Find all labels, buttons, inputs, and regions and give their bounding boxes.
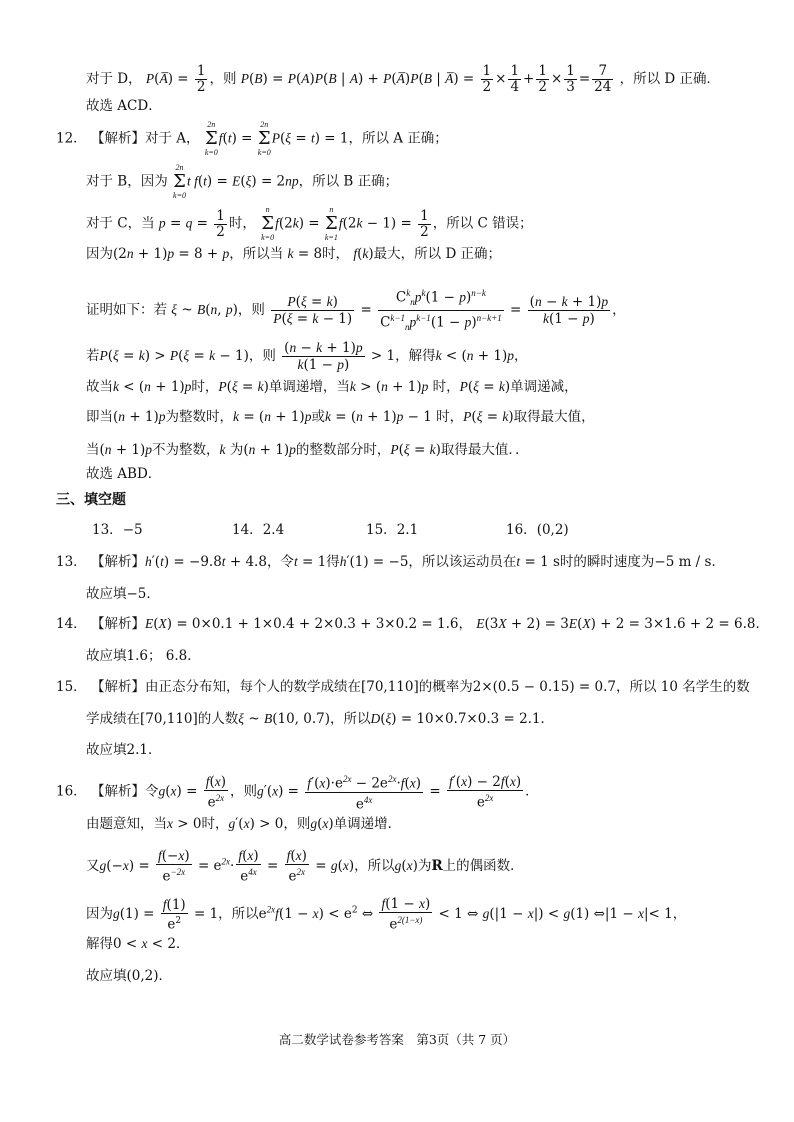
q12-nonint-line: 当(n + 1)p不为整数，k 为(n + 1)p的整数部分时，P(ξ = k)取得最大值．．	[86, 442, 529, 458]
q12-if-then: ，则	[248, 348, 276, 364]
q12-mono-1: 故当	[86, 379, 113, 395]
q12-if-lead: 若	[86, 348, 100, 364]
q16-line4-a: 因为	[86, 905, 113, 922]
q15-t6: ，所以	[329, 711, 371, 727]
q15-t5: 的人数	[197, 711, 239, 727]
answer-value: (0,2)	[536, 522, 569, 538]
q13-line: 13． 【解析】h′(t) = −9.8t + 4.8，令t = 1得h′(1) = −5，所以该运动员在t = 1 s时的瞬时速度为−5 m / s．	[56, 554, 725, 570]
q12-a-lead: 对于 A，	[144, 130, 200, 147]
q15-tag: 【解析】	[90, 679, 145, 695]
answer-value: −5	[122, 522, 143, 538]
q12-d-lead: 因为	[86, 246, 113, 262]
q12-mono-2: 时，	[191, 379, 219, 395]
q16-conclusion-text: 故应填	[86, 968, 127, 984]
q14-number: 14．	[56, 616, 87, 632]
q15-t2: 的概率为	[418, 679, 473, 695]
answer-15	[366, 520, 418, 540]
q16-line3-a: 又	[86, 857, 100, 874]
page-footer: 高二数学试卷参考答案 第3页（共 7 页）	[278, 1032, 516, 1047]
q12-int-line: 即当(n + 1)p为整数时，k = (n + 1)p或k = (n + 1)p − 1 时，P(ξ = k)取得最大值，	[86, 409, 595, 425]
q16-line-5: 解得0 < x < 2．	[86, 936, 190, 952]
q12-mono-3: 单调递增，当	[268, 379, 350, 395]
q12-c-line: 对于 C，当 p = q = $\frac{1}{2}$ 时， n Σ k=0 f(2k) = n Σ k=1 f(2k − 1) = $\frac{1}{2}$ ，所以 C 错误；	[86, 205, 533, 242]
q16-line-4: 因为g(1) = $\frac{f(1)}{e^2}$ = 1，所以$e^{2x}f(1 - x) < e^2$ ⇔ $\frac{f(1 - x)}{e^{2(1-x)}}$ < 1 ⇔ g(|1 − x|) < g(1) ⇔|1 − x|< 1，	[86, 896, 687, 933]
q12-nonint-3: 为	[229, 442, 244, 458]
answer-14	[232, 520, 284, 540]
q16-line3-c: 为	[417, 857, 432, 874]
q15-t3: ，所以 10 名学生的数	[616, 679, 750, 695]
q16-line4-b: ，所以	[218, 905, 259, 922]
q11-conclusion: 故选 ACD．	[86, 98, 162, 114]
q16-line2-b: 时，	[201, 816, 229, 832]
q12-mono-line: 故当k < (n + 1)p时，P(ξ = k)单调递增，当k > (n + 1)p 时，P(ξ = k)单调递减，	[86, 379, 578, 395]
q14-line: 14． 【解析】E(X) = 0×0.1 + 1×0.4 + 2×0.3 + 3×0.2 = 1.6， E(3X + 2) = 3E(X) + 2 = 3×1.6 + 2 = 6.8．	[56, 616, 769, 632]
q12-int-3: 或	[311, 409, 325, 425]
q11-d-tail: ，所以 D 正确．	[619, 71, 721, 87]
q12-d-line: 因为(2n + 1)p = 8 + p，所以当 k = 8时， f(k)最大，所以 D 正确；	[86, 246, 502, 262]
q16-line3-b: ，所以	[354, 857, 395, 874]
q12-a-tail: ，所以 A 正确；	[348, 130, 448, 147]
q12-proof-then: ，则	[237, 302, 265, 319]
q12-a-line: 12． 【解析】对于 A， 2n Σ k=0 f(t) = 2n Σ k=0 P(ξ = t) = 1，所以 A 正确；	[56, 120, 448, 157]
q16-line2-d: 单调递增．	[333, 816, 402, 832]
q13-t3: ，所以该运动员在	[408, 554, 517, 570]
answer-number: 15．	[366, 522, 397, 538]
q12-conclusion: 故选 ABD．	[86, 466, 162, 482]
q12-d-tail: 最大，所以 D 正确；	[373, 246, 502, 262]
answer-13	[92, 520, 143, 540]
answer-number: 16．	[506, 522, 537, 538]
q12-number: 12．	[56, 130, 87, 147]
q16-t1: 令	[144, 783, 159, 800]
q12-int-1: 即当	[86, 409, 113, 425]
q16-line-2: 由题意知，当x > 0时，g′(x) > 0，则g(x)单调递增．	[86, 816, 402, 832]
q15-line-1: 15． 【解析】由正态分布知，每个人的数学成绩在[70,110]的概率为2×(0.5 − 0.15) = 0.7，所以 10 名学生的数	[56, 679, 750, 695]
q14-conclusion: 故应填1.6； 6.8．	[86, 648, 201, 664]
q12-c-lead: 对于 C，当	[86, 215, 155, 232]
q11-d-lead: 对于 D，	[86, 71, 142, 87]
q12-if-line: 若P(ξ = k) > P(ξ = k − 1)，则 $\frac{(n - k + 1)p}{k(1 - p)}$ > 1，解得k < (n + 1)p，	[86, 340, 528, 373]
q12-c-tail: ，所以 C 错误；	[432, 215, 533, 232]
q12-tag: 【解析】	[90, 130, 145, 147]
q12-d-mid2: 时，	[322, 246, 350, 262]
q12-b-tail: ，所以 B 正确；	[298, 173, 399, 190]
q12-b-lead: 对于 B，因为	[86, 173, 168, 190]
q15-number: 15．	[56, 679, 87, 695]
q12-nonint-4: 的整数部分时，	[295, 442, 391, 458]
q12-nonint-1: 当	[86, 442, 100, 458]
q13-tag: 【解析】	[90, 554, 145, 570]
q12-mono-4: 单调递减，	[510, 379, 578, 395]
q16-line5: 解得	[86, 936, 113, 952]
q15-line-2: 学成绩在[70,110]的人数ξ ~ B(10, 0.7)，所以D(ξ) = 10×0.7×0.3 = 2.1．	[86, 711, 555, 727]
q12-d-mid: ，所以当	[229, 246, 284, 262]
q13-t4: 时的瞬时速度为	[559, 554, 655, 570]
q16-line2-a: 由题意知，当	[86, 816, 167, 832]
q13-t2: 得	[326, 554, 340, 570]
answer-number: 13．	[92, 522, 123, 538]
q15-conclusion: 故应填2.1．	[86, 742, 162, 758]
q16-number: 16．	[56, 783, 87, 800]
q12-nonint-5: 取得最大值．．	[440, 442, 529, 458]
q12-b-line: 对于 B，因为 2n Σ k=0 t f(t) = E(ξ) = 2np，所以 B 正确；	[86, 163, 399, 200]
q16-conclusion-value: (0,2)	[126, 968, 159, 984]
q12-if-solve: ，解得	[395, 348, 436, 364]
q16-line3-d: 上的偶函数．	[442, 857, 524, 874]
q16-line2-c: ，则	[283, 816, 311, 832]
q16-tag: 【解析】	[90, 783, 145, 800]
answer-value: 2.4	[262, 522, 285, 538]
answer-16	[506, 520, 569, 540]
q13-t1: ，令	[266, 554, 294, 570]
q12-int-2: 为整数时，	[165, 409, 234, 425]
q16-conclusion: 故应填(0,2)．	[86, 968, 173, 984]
q11-d-line: 对于 D， P(A̅) = $\frac{1}{2}$ ，则 P(B) = P(A)P(B | A) + P(A̅)P(B | A̅) = $\frac{1}{2}$ × $\frac{1}{4}$ + $\frac{1}{2}$ × $\frac{1}{3}$ = $\frac{7}{24}$ ，所以 D 正确．	[86, 63, 721, 95]
q14-tag: 【解析】	[90, 616, 145, 632]
q13-conclusion: 故应填−5．	[86, 586, 160, 602]
q13-number: 13．	[56, 554, 87, 570]
q16-line-3: 又g(−x) = $\frac{f(-x)}{e^{-2x}}$ = $e^{2x}\cdot$ $\frac{f(x)}{e^{4x}}$ = $\frac{f(x)}{e^{2x}}$ = g(x)，所以g(x)为R上的偶函数．	[86, 848, 524, 885]
q12-c-when: 时，	[228, 215, 256, 232]
q16-line-1: 16． 【解析】令g(x) = $\frac{f(x)}{e^{2x}}$ ，则g′(x) = $\frac{f'(x)\cdot e^{2x} - 2e^{2x}\cdot f(x)}{e^{4x}}$ = $\frac{f'(x) - 2f(x)}{e^{2x}}$ ．	[56, 773, 539, 812]
section-heading: 三、填空题	[56, 492, 126, 508]
q12-proof-line: 证明如下：若 ξ ~ B(n, p)，则 $\frac{P(\xi = k)}{P(\xi = k - 1)}$ = $\frac{C^k_np^k(1 - p)^{n-k}}{C^{k-1}_np^{k-1}(1 - p)^{n-k+1}}$ = $\frac{(n - k + 1)p}{k(1 - p)}$ ，	[86, 288, 626, 333]
q12-proof-lead: 证明如下：若	[86, 302, 167, 319]
frac: $\frac{1}{2}$	[196, 63, 206, 95]
q12-nonint-2: 不为整数，	[152, 442, 220, 458]
q12-int-4: 取得最大值，	[513, 409, 595, 425]
answer-number: 14．	[232, 522, 263, 538]
answer-value: 2.1	[396, 522, 419, 538]
q15-t4: 学成绩在	[86, 711, 140, 727]
q15-t1: 由正态分布知，每个人的数学成绩在	[144, 679, 361, 695]
q16-t2: ，则	[230, 783, 258, 800]
